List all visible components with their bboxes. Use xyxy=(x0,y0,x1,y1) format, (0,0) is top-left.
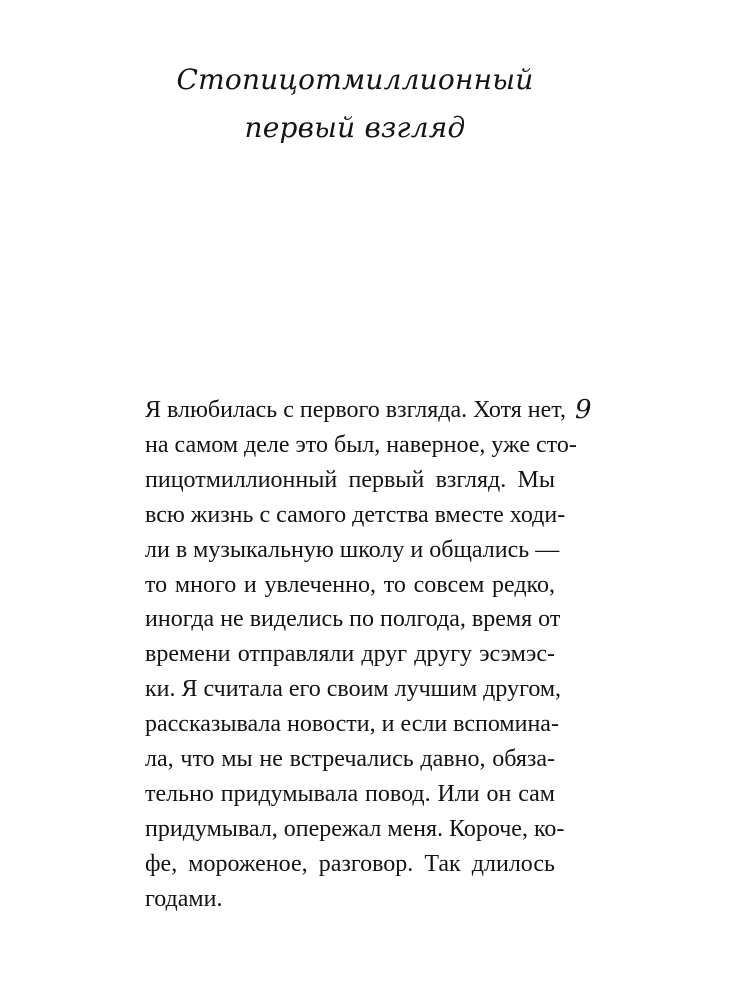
text-line: пицотмиллионный первый взгляд. Мы xyxy=(145,466,555,493)
chapter-title-line: Стопицотмиллионный xyxy=(176,63,534,96)
text-line: годами. xyxy=(145,885,223,912)
text-line: придумывал, опережал меня. Короче, ко- xyxy=(145,815,565,842)
chapter-title xyxy=(0,56,710,152)
text-line: Я влюбилась с первого взгляда. Хотя нет, xyxy=(145,397,566,423)
page-number: 9 xyxy=(575,395,592,425)
text-line: ли в музыкальную школу и общались — xyxy=(145,536,560,563)
chapter-title-line: первый взгляд xyxy=(244,111,466,144)
text-line: рассказывала новости, и если вспомина- xyxy=(145,711,559,738)
text-line: всю жизнь с самого детства вместе ходи- xyxy=(145,501,566,528)
text-line: времени отправляли друг другу эсэмэс- xyxy=(145,641,555,668)
text-line: тельно придумывала повод. Или он сам xyxy=(145,780,555,807)
text-line: иногда не виделись по полгода, время от xyxy=(145,606,561,633)
text-line: ла, что мы не встречались давно, обяза- xyxy=(145,746,555,773)
text-line: на самом деле это был, наверное, уже сто- xyxy=(145,431,577,458)
text-line: то много и увлеченно, то совсем редко, xyxy=(145,571,555,598)
text-line: фе, мороженое, разговор. Так длилось xyxy=(145,850,555,877)
body-paragraph xyxy=(145,393,577,917)
text-line: ки. Я считала его своим лучшим другом, xyxy=(145,676,562,703)
